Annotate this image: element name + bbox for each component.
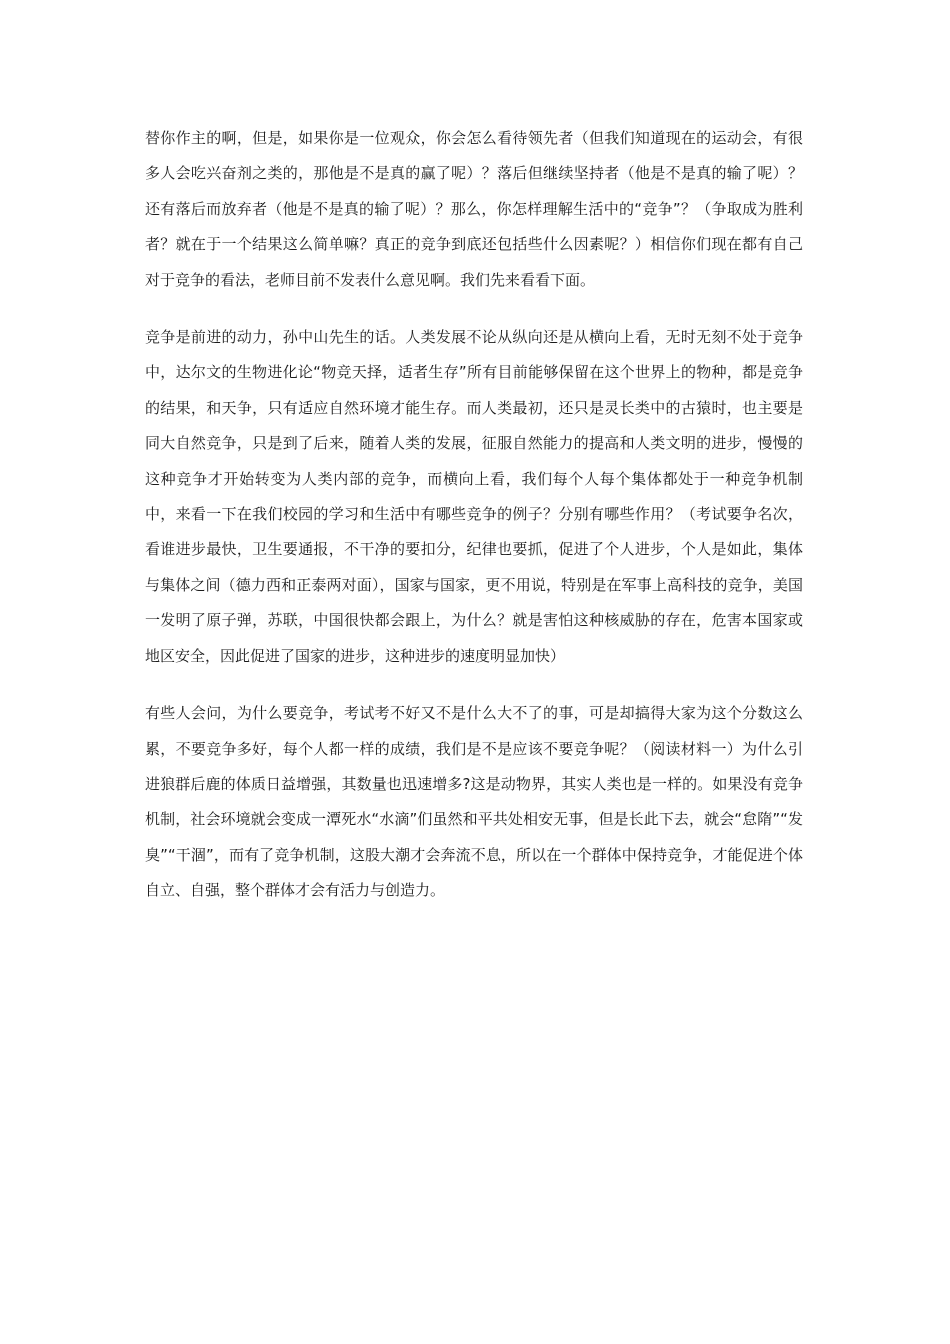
paragraph-3: 有些人会问，为什么要竞争，考试考不好又不是什么大不了的事，可是却搞得大家为这个分数这么累，不要竞争多好，每个人都一样的成绩，我们是不是应该不要竞争呢？（阅读材料一）为什么引进狼群后鹿的体质日益增强，其数量也迅速增多?这是动物界，其实人类也是一样的。如果没有竞争机制，社会环境就会变成一潭死水“水滴”们虽然和平共处相安无事，但是长此下去，就会“怠隋”“发臭”“干涸”，而有了竞争机制，这股大潮才会奔流不息，所以在一个群体中保持竞争，才能促进个体自立、自强，整个群体才会有活力与创造力。	[145, 704, 803, 900]
paragraph-1: 替你作主的啊，但是，如果你是一位观众，你会怎么看待领先者（但我们知道现在的运动会，有很多人会吃兴奋剂之类的，那他是不是真的赢了呢）？落后但继续坚持者（他是不是真的输了呢）？还有落后而放弃者（他是不是真的输了呢）？那么，你怎样理解生活中的“竞争”？（争取成为胜利者？就在于一个结果这么简单嘛？真正的竞争到底还包括些什么因素呢？）相信你们现在都有自己对于竞争的看法，老师目前不发表什么意见啊。我们先来看看下面。	[145, 129, 803, 289]
paragraph-2: 竞争是前进的动力，孙中山先生的话。人类发展不论从纵向还是从横向上看，无时无刻不处于竞争中，达尔文的生物进化论“物竞天择，适者生存”所有目前能够保留在这个世界上的物种，都是竞争的结果，和天争，只有适应自然环境才能生存。而人类最初，还只是灵长类中的古猿时，也主要是同大自然竞争，只是到了后来，随着人类的发展，征服自然能力的提高和人类文明的进步，慢慢的这种竞争才开始转变为人类内部的竞争，而横向上看，我们每个人每个集体都处于一种竞争机制中，来看一下在我们校园的学习和生活中有哪些竞争的例子？分别有哪些作用？（考试要争名次，看谁进步最快，卫生要通报，不干净的要扣分，纪律也要抓，促进了个人进步，个人是如此，集体与集体之间（德力西和正泰两对面），国家与国家，更不用说，特别是在军事上高科技的竞争，美国一发明了原子弹，苏联，中国很快都会跟上，为什么？就是害怕这种核威胁的存在，危害本国家或地区安全，因此促进了国家的进步，这种进步的速度明显加快）	[145, 328, 803, 665]
document-body	[145, 121, 803, 931]
